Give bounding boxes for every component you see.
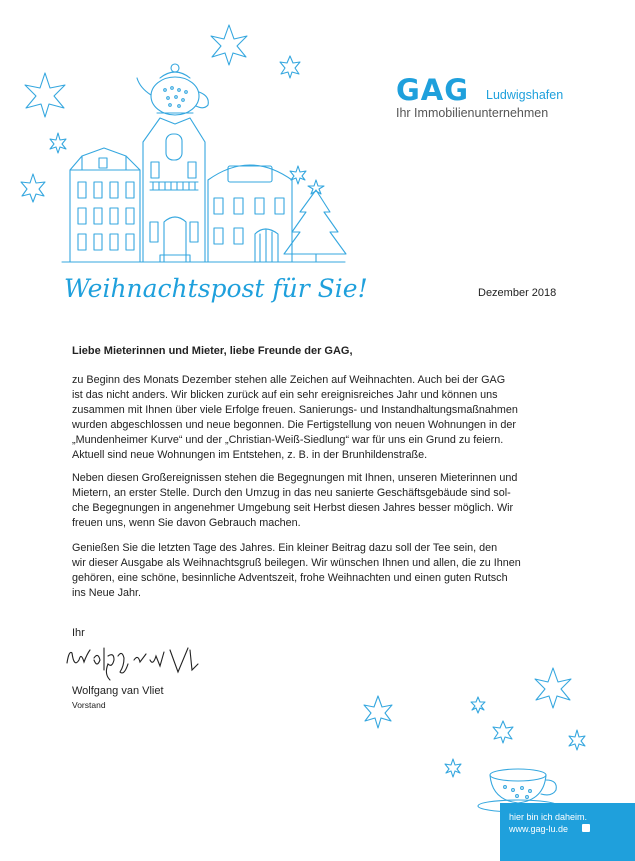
snowflake-icon — [21, 174, 45, 202]
text-line: Genießen Sie die letzten Tage des Jahres. Ein kleiner Beitrag dazu soll der Tee sein, den — [72, 542, 498, 554]
text-line: freuen uns, wenn Sie davon Gebrauch machen. — [72, 517, 301, 529]
text-line: Aktuell sind neue Wohnungen im Entstehen, z. B. in der Brunhildenstraße. — [72, 449, 428, 461]
houses-illustration — [62, 64, 346, 262]
text-line: zu Beginn des Monats Dezember stehen alle Zeichen auf Weihnachten. Auch bei der GAG — [72, 374, 506, 386]
letter-paragraph-1 — [72, 373, 572, 463]
footer-slogan: hier bin ich daheim. — [509, 812, 588, 822]
text-line: „Mundenheimer Kurve“ und der „Christian-Weiß-Siedlung“ war für uns ein Grund zu feiern. — [72, 434, 504, 446]
snowflake-icon — [50, 133, 66, 153]
text-line: Mietern, an erster Stelle. Durch den Umzug in das neu sanierte Geschäftsgebäude sind sol- — [72, 487, 511, 499]
handwritten-signature — [67, 648, 198, 680]
snowflake-icon — [569, 730, 585, 750]
text-line: Neben diesen Großereignissen stehen die Begegnungen mit Ihnen, unseren Mieterinnen und — [72, 472, 518, 484]
snowflake-icon — [280, 56, 300, 78]
page-title: Weihnachtspost für Sie! — [64, 274, 368, 303]
letter-paragraph-3 — [72, 541, 572, 601]
snowflake-icon — [471, 697, 485, 713]
text-line: ins Neue Jahr. — [72, 587, 142, 599]
letter-date: Dezember 2018 — [478, 287, 557, 299]
text-line: zusammen mit Ihnen über viele Erfolge freuen. Sanierungs- und Instandhaltungsmaßnahmen — [72, 404, 518, 416]
letter-closing: Ihr — [72, 627, 85, 639]
qr-icon — [582, 824, 590, 832]
footer-url-link[interactable]: www.gag-lu.de — [509, 824, 569, 834]
snowflake-icon — [211, 25, 247, 65]
gag-logo-wordmark: GAG — [396, 73, 470, 107]
snowflake-icon — [535, 668, 571, 708]
logo-tagline: Ihr Immobilienunternehmen — [396, 106, 549, 120]
text-line: che Begegnungen in angenehmer Umgebung seit Herbst diesen Jahres besser möglich. Wir — [72, 502, 514, 514]
snowflake-icon — [25, 73, 65, 117]
logo-city: Ludwigshafen — [486, 88, 564, 102]
text-line: gehören, eine schöne, besinnliche Adventszeit, frohe Weihnachten und einen guten Rutsch — [72, 572, 508, 584]
snowflake-icon — [445, 759, 461, 777]
letter-paragraph-2 — [72, 471, 572, 531]
letter-salutation: Liebe Mieterinnen und Mieter, liebe Freunde der GAG, — [72, 345, 353, 357]
snowflake-icon — [493, 721, 513, 743]
text-line: wurden abgeschlossen und neue begonnen. Die Fertigstellung von neuen Wohnungen in der — [72, 419, 516, 431]
text-line: ist das nicht anders. Wir blicken zurück auf ein sehr ereignisreiches Jahr und können uns — [72, 389, 498, 401]
text-line: wir dieser Ausgabe als Weihnachtsgruß beilegen. Wir wünschen Ihnen und allen, die zu Ihnen — [72, 557, 521, 569]
snowflake-icon — [364, 696, 392, 728]
signer-role: Vorstand — [72, 700, 106, 710]
signer-name: Wolfgang van Vliet — [72, 685, 164, 697]
